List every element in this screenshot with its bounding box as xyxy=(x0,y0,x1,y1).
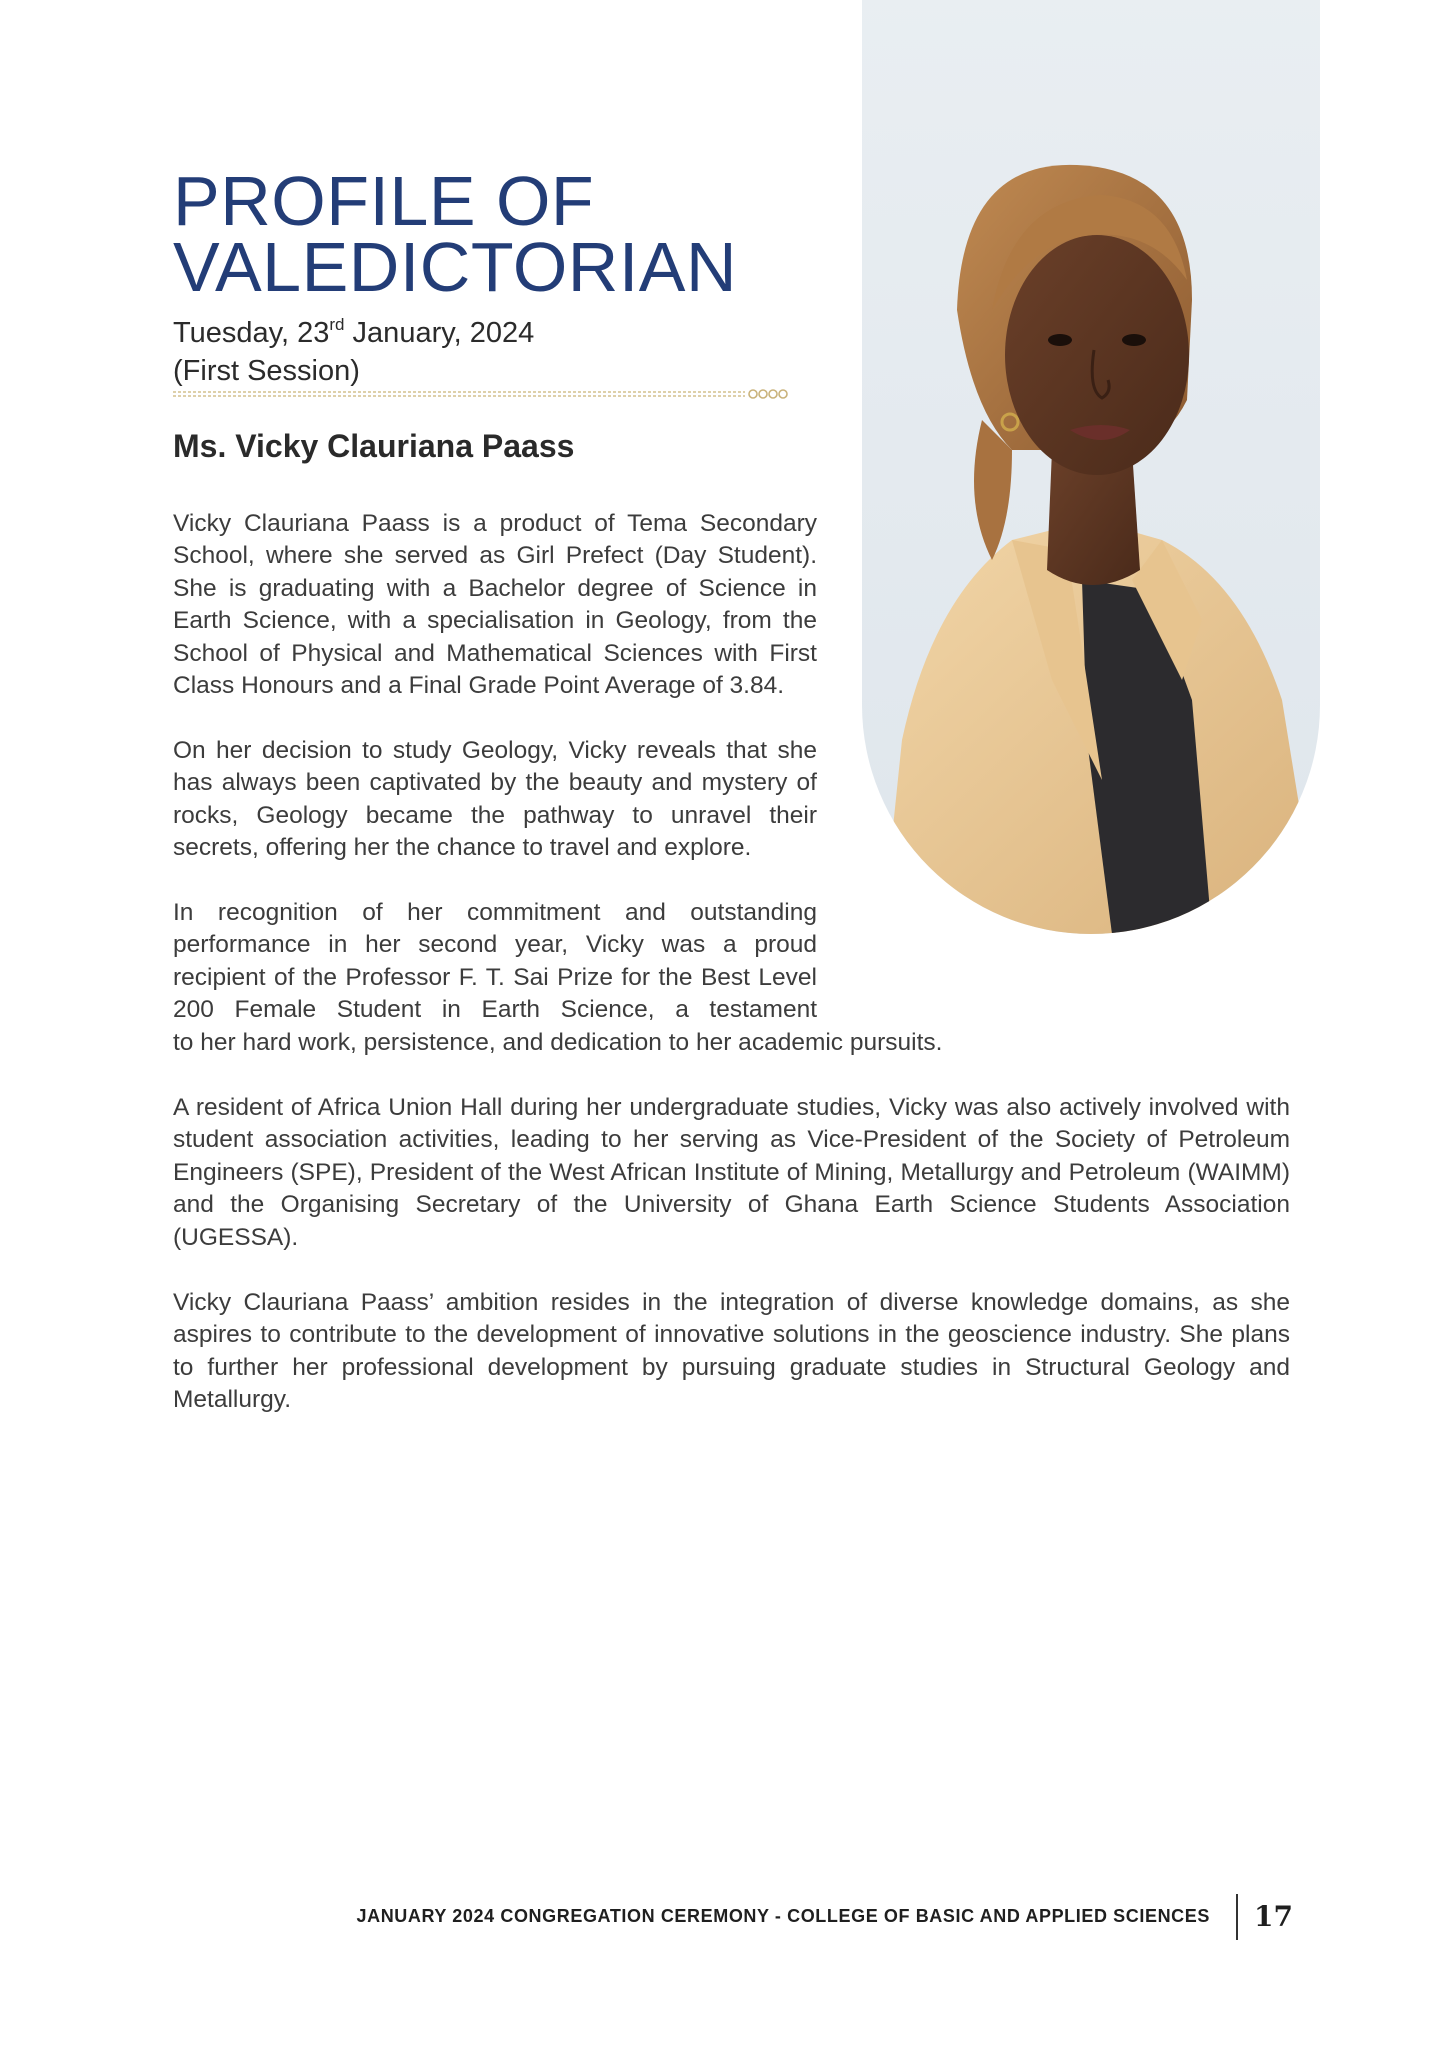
date-ordinal: rd xyxy=(329,315,345,334)
ceremony-date xyxy=(173,314,534,390)
portrait-illustration xyxy=(862,0,1320,934)
valedictorian-name: Ms. Vicky Clauriana Paass xyxy=(173,428,575,464)
paragraph-student-activities: A resident of Africa Union Hall during her undergraduate studies, Vicky was also actively involved with student association activities, leading to her serving as Vice-President of the Society of Petroleum Engineers (SPE), President of the West African Institute of Mining, Metallurgy and Petroleum (WAIMM) and the Organising Secretary of the University of Ghana Earth Science Students Association (UGESSA). xyxy=(173,1094,1290,1251)
paragraph-ambition: Vicky Clauriana Paass’ ambition resides in the integration of diverse knowledge domains, as she aspires to contribute to the development of innovative solutions in the geoscience industry. She plans to further her professional development by pursuing graduate studies in Structural Geology and Metallurgy. xyxy=(173,1289,1290,1414)
footer-divider xyxy=(1236,1894,1238,1940)
page-title xyxy=(173,162,738,306)
session-label: (First Session) xyxy=(173,355,360,387)
date-text xyxy=(173,314,534,352)
page-number: 17 xyxy=(1254,1900,1293,1933)
date-suffix: January, 2024 xyxy=(344,317,535,349)
footer-title: JANUARY 2024 CONGREGATION CEREMONY - COLLEGE OF BASIC AND APPLIED SCIENCES xyxy=(356,1906,1210,1926)
recognition-text: In recognition of her commitment and outstanding performance in her second year, Vicky was a proud recipient of the Professor F. T. Sai Prize for the Best Level 200 Female Student in Earth Science, a testament xyxy=(173,899,817,1024)
date-prefix: Tuesday, 23 xyxy=(173,317,330,349)
recognition-tail: to her hard work, persistence, and dedication to her academic pursuits. xyxy=(173,1028,943,1056)
title-line-2: VALEDICTORIAN xyxy=(173,228,738,306)
ornamental-divider xyxy=(173,387,789,401)
paragraph-geology-decision: On her decision to study Geology, Vicky reveals that she has always been captivated by the beauty and mystery of rocks, Geology became the pathway to unravel their secrets, offering her the chance to travel and explore. xyxy=(173,737,817,862)
paragraph-education: Vicky Clauriana Paass is a product of Tema Secondary School, where she served as Girl Prefect (Day Student). She is graduating with a Bachelor degree of Science in Earth Science, with a specialisation in Geology, from the School of Physical and Mathematical Sciences with First Class Honours and a Final Grade Point Average of 3.84. xyxy=(173,510,817,700)
title-line-1: PROFILE OF xyxy=(173,162,595,240)
valedictorian-photo xyxy=(862,0,1320,934)
